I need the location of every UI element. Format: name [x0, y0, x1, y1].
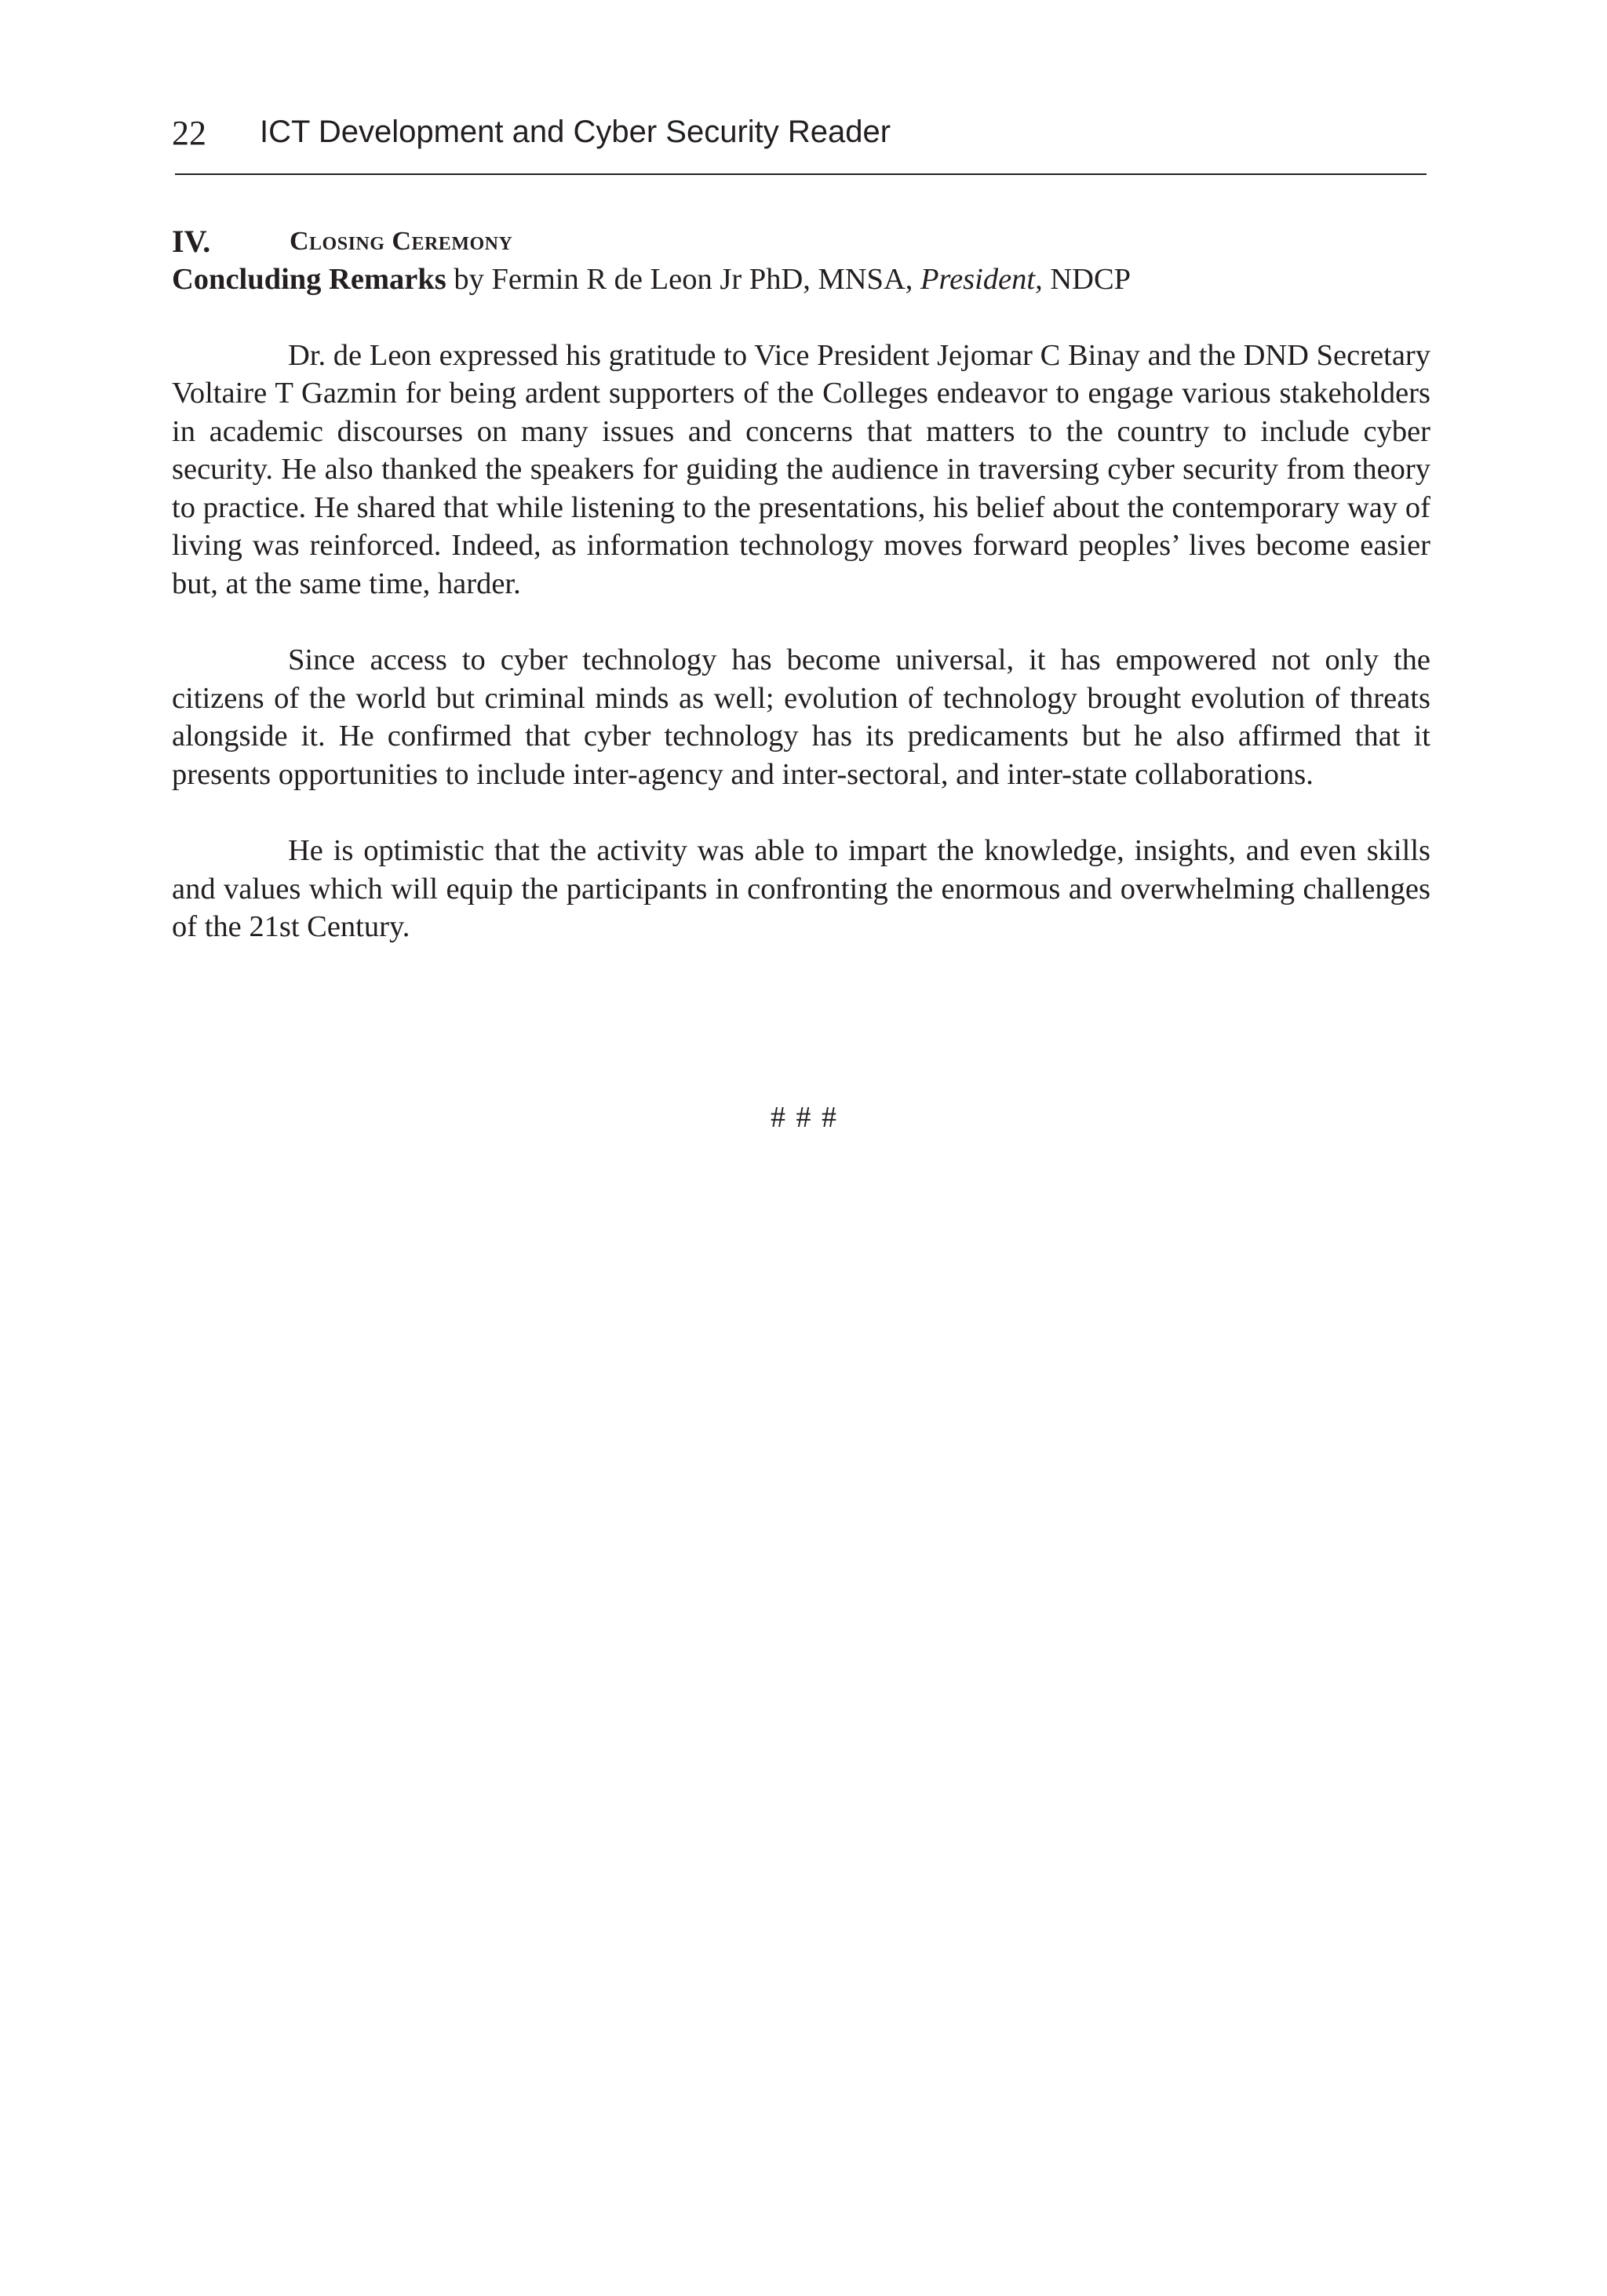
page-number: 22: [172, 114, 206, 152]
section-heading: [172, 223, 1430, 261]
header-divider: [175, 173, 1427, 175]
section-title: Closing Ceremony: [290, 227, 513, 256]
remarks-byline: [172, 261, 1430, 299]
remarks-author: by Fermin R de Leon Jr PhD, MNSA,: [446, 263, 920, 296]
remarks-role: President,: [920, 263, 1043, 296]
page-body: [172, 223, 1430, 985]
remarks-org: NDCP: [1042, 263, 1131, 296]
body-paragraph-3: He is optimistic that the activity was able to impart the knowledge, insights, and even skills and values which will equip the participants in confronting the enormous and overwhelming challenges of the 21st Century.: [172, 834, 1430, 943]
closing-mark: # # #: [771, 1101, 836, 1134]
body-paragraph-1: Dr. de Leon expressed his gratitude to Vice President Jejomar C Binay and the DND Secretary Voltaire T Gazmin for being ardent supporters of the Colleges endeavor to engage various stakeholders in academic discourses on many issues and concerns that matters to the country to include cyber security. He also thanked the speakers for guiding the audience in traversing cyber security from theory to practice. He shared that while listening to the presentations, his belief about the contemporary way of living was reinforced. Indeed, as information technology moves forward peoples’ lives become easier but, at the same time, harder.: [172, 338, 1430, 600]
body-paragraph-2: Since access to cyber technology has become universal, it has empowered not only the citizens of the world but criminal minds as well; evolution of technology brought evolution of threats alongside it. He confirmed that cyber technology has its predicaments but he also affirmed that it presents opportunities to include inter-agency and inter-sectoral, and inter-state collaborations.: [172, 643, 1430, 791]
running-title: ICT Development and Cyber Security Reader: [260, 115, 891, 149]
section-number: IV.: [172, 224, 211, 259]
remarks-label: Concluding Remarks: [172, 263, 446, 296]
page-header: [172, 108, 1424, 155]
